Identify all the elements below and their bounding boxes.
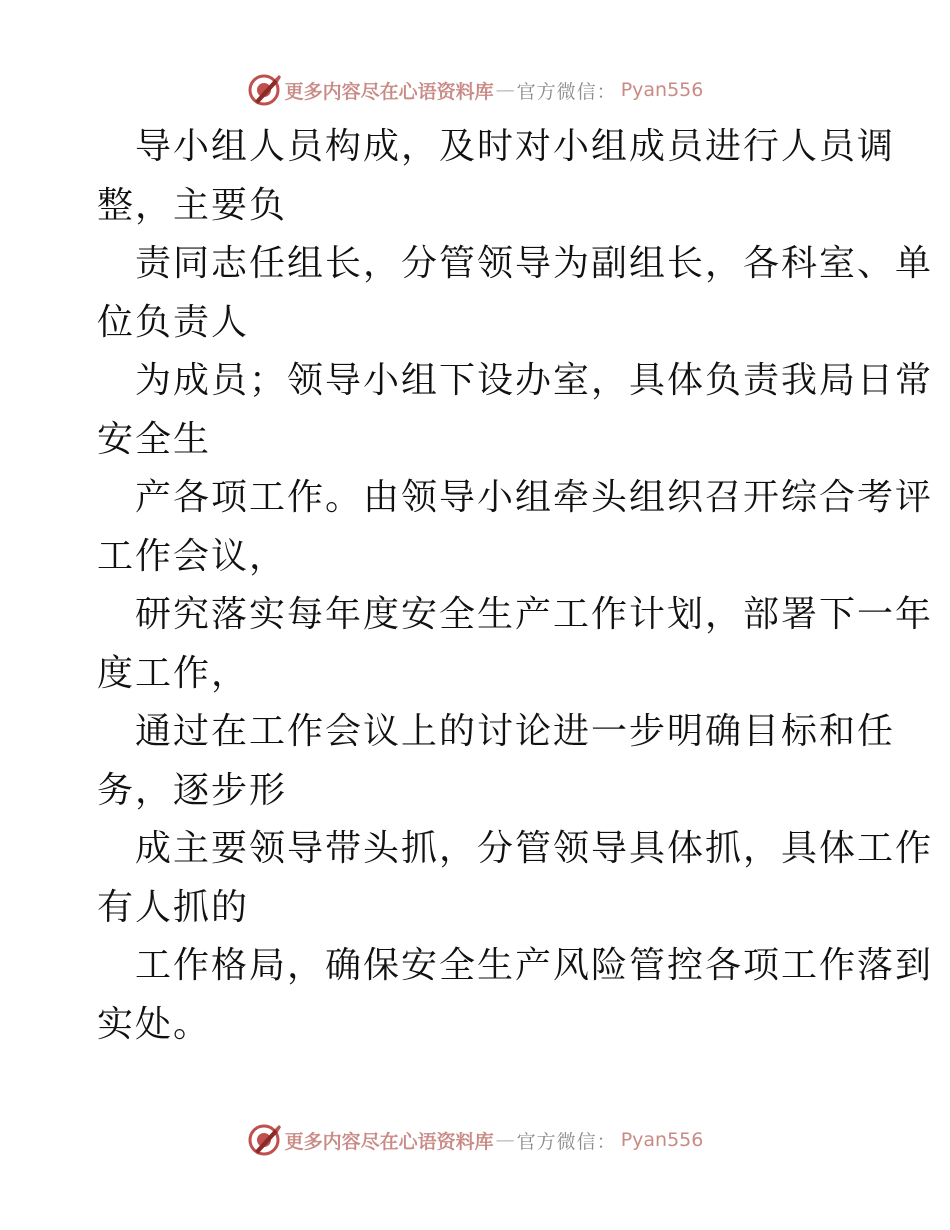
text-line: 位负责人 <box>97 301 250 343</box>
watermark-official: 官方微信： <box>516 80 617 103</box>
text-line: 产各项工作。由领导小组牵头组织召开综合考评 <box>135 477 934 518</box>
text-line: 为成员；领导小组下设办室，具体负责我局日常 <box>135 360 934 401</box>
text-line: 责同志任组长，分管领导为副组长，各科室、单 <box>135 243 934 284</box>
text-line: 导小组人员构成，及时对小组成员进行人员调 <box>135 126 896 167</box>
text-line: 工作格局，确保安全生产风险管控各项工作落到 <box>135 945 934 986</box>
text-line: 整，主要负 <box>97 184 288 226</box>
watermark-dash: — <box>495 79 515 101</box>
text-line: 工作会议， <box>97 535 288 577</box>
text-line: 有人抓的 <box>97 886 250 928</box>
footer-watermark <box>0 1120 950 1160</box>
text-line: 研究落实每年度安全生产工作计划，部署下一年 <box>135 594 934 635</box>
text-line: 成主要领导带头抓，分管领导具体抓，具体工作 <box>135 828 934 869</box>
watermark-text: 更多内容尽在心语资料库 <box>284 1130 494 1153</box>
text-line: 安全生 <box>97 418 212 460</box>
watermark-dash: — <box>495 1129 515 1151</box>
watermark-id: Pyan556 <box>620 79 704 101</box>
watermark-official: 官方微信： <box>516 1130 617 1153</box>
text-line: 度工作， <box>97 652 250 694</box>
text-line: 通过在工作会议上的讨论进一步明确目标和任 <box>135 711 896 752</box>
pen-logo-icon <box>247 1123 281 1157</box>
text-line: 务，逐步形 <box>97 769 288 811</box>
header-watermark <box>0 70 950 110</box>
watermark-text: 更多内容尽在心语资料库 <box>284 80 494 103</box>
watermark-id: Pyan556 <box>620 1129 704 1151</box>
text-line: 实处。 <box>97 1003 212 1045</box>
pen-logo-icon <box>247 73 281 107</box>
document-body <box>97 118 934 1054</box>
